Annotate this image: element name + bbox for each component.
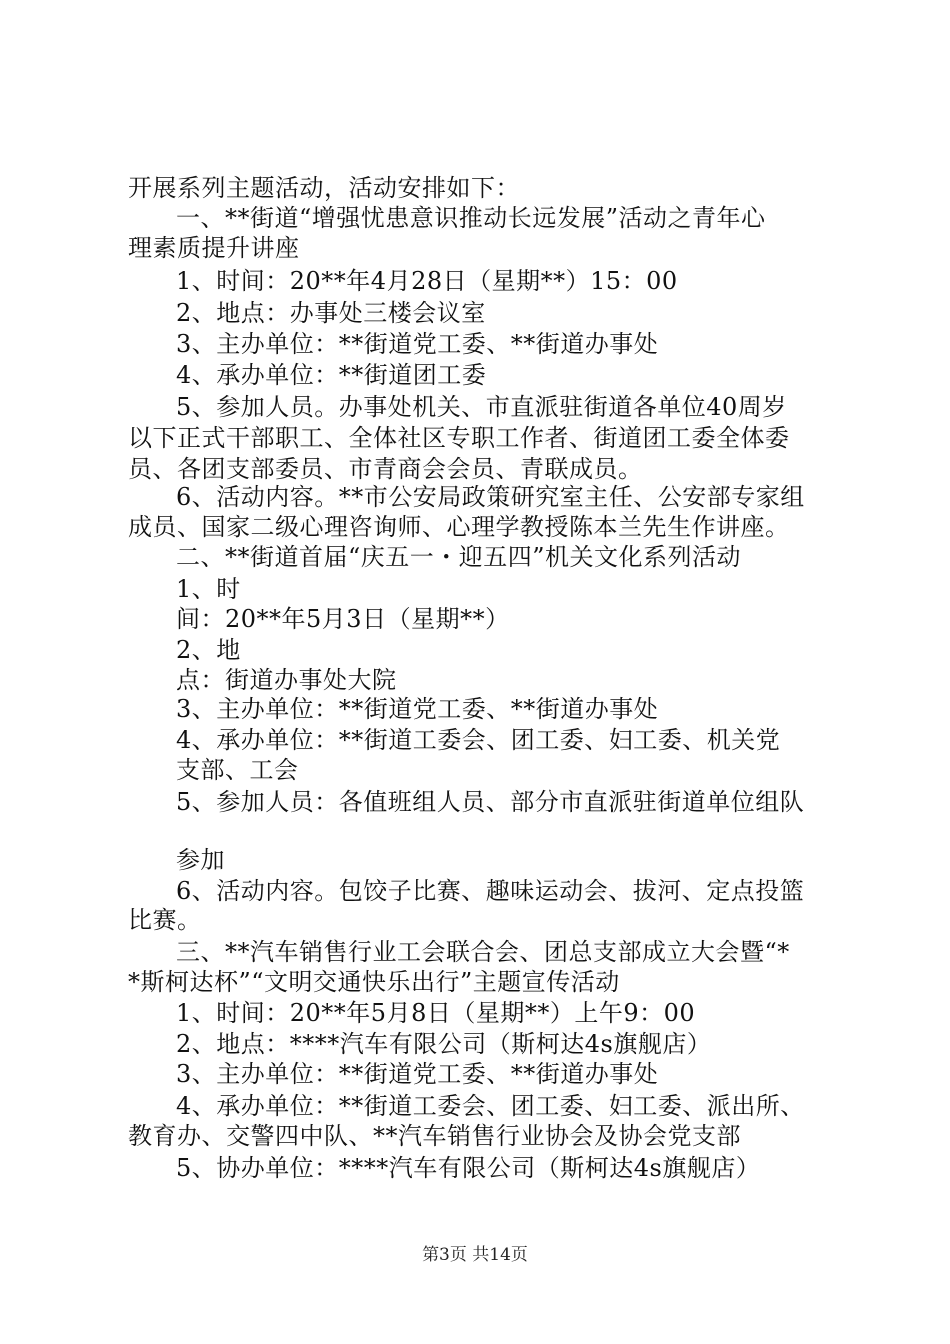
text-line: 成员、国家二级心理咨询师、心理学教授陈本兰先生作讲座。 <box>128 513 790 541</box>
text-line: 二、**街道首届“庆五一・迎五四”机关文化系列活动 <box>176 543 742 571</box>
text-line: 1、时 <box>176 575 241 603</box>
text-line: 一、**街道“增强忧患意识推动长远发展”活动之青年心 <box>176 204 766 232</box>
text-line: 比赛。 <box>128 906 202 934</box>
text-line: 开展系列主题活动，活动安排如下： <box>128 174 520 202</box>
text-line: 6、活动内容。包饺子比赛、趣味运动会、拔河、定点投篮 <box>176 877 805 905</box>
text-line: 4、承办单位：**街道团工委 <box>176 361 487 389</box>
text-line: 点：街道办事处大院 <box>176 666 397 694</box>
text-line: 间：20**年5月3日（星期**） <box>176 605 510 633</box>
text-line: 5、协办单位：****汽车有限公司（斯柯达4s旗舰店） <box>176 1154 761 1182</box>
text-line: 支部、工会 <box>176 756 299 784</box>
text-line: 1、时间：20**年4月28日（星期**）15：00 <box>176 267 678 295</box>
text-line: 教育办、交警四中队、**汽车销售行业协会及协会党支部 <box>128 1122 741 1150</box>
text-line: 三、**汽车销售行业工会联合会、团总支部成立大会暨“* <box>176 938 790 966</box>
text-line: 2、地点：办事处三楼会议室 <box>176 299 486 327</box>
text-line: 3、主办单位：**街道党工委、**街道办事处 <box>176 1060 659 1088</box>
text-line: 2、地 <box>176 636 241 664</box>
text-line: 3、主办单位：**街道党工委、**街道办事处 <box>176 330 659 358</box>
text-line: 2、地点：****汽车有限公司（斯柯达4s旗舰店） <box>176 1030 712 1058</box>
text-line: 6、活动内容。**市公安局政策研究室主任、公安部专家组 <box>176 483 805 511</box>
text-line: 4、承办单位：**街道工委会、团工委、妇工委、派出所、 <box>176 1092 805 1120</box>
text-line: *斯柯达杯”“文明交通快乐出行”主题宣传活动 <box>128 968 620 996</box>
text-line: 5、参加人员。办事处机关、市直派驻街道各单位40周岁 <box>176 393 787 421</box>
text-line: 参加 <box>176 846 225 874</box>
text-line: 以下正式干部职工、全体社区专职工作者、街道团工委全体委 <box>128 424 790 452</box>
text-line: 1、时间：20**年5月8日（星期**）上午9：00 <box>176 999 696 1027</box>
page-footer: 第3页 共14页 <box>422 1245 528 1265</box>
text-line: 员、各团支部委员、市青商会会员、青联成员。 <box>128 455 643 483</box>
text-line: 3、主办单位：**街道党工委、**街道办事处 <box>176 695 659 723</box>
text-line: 5、参加人员：各值班组人员、部分市直派驻街道单位组队 <box>176 788 805 816</box>
text-line: 理素质提升讲座 <box>128 234 300 262</box>
text-line: 4、承办单位：**街道工委会、团工委、妇工委、机关党 <box>176 726 781 754</box>
